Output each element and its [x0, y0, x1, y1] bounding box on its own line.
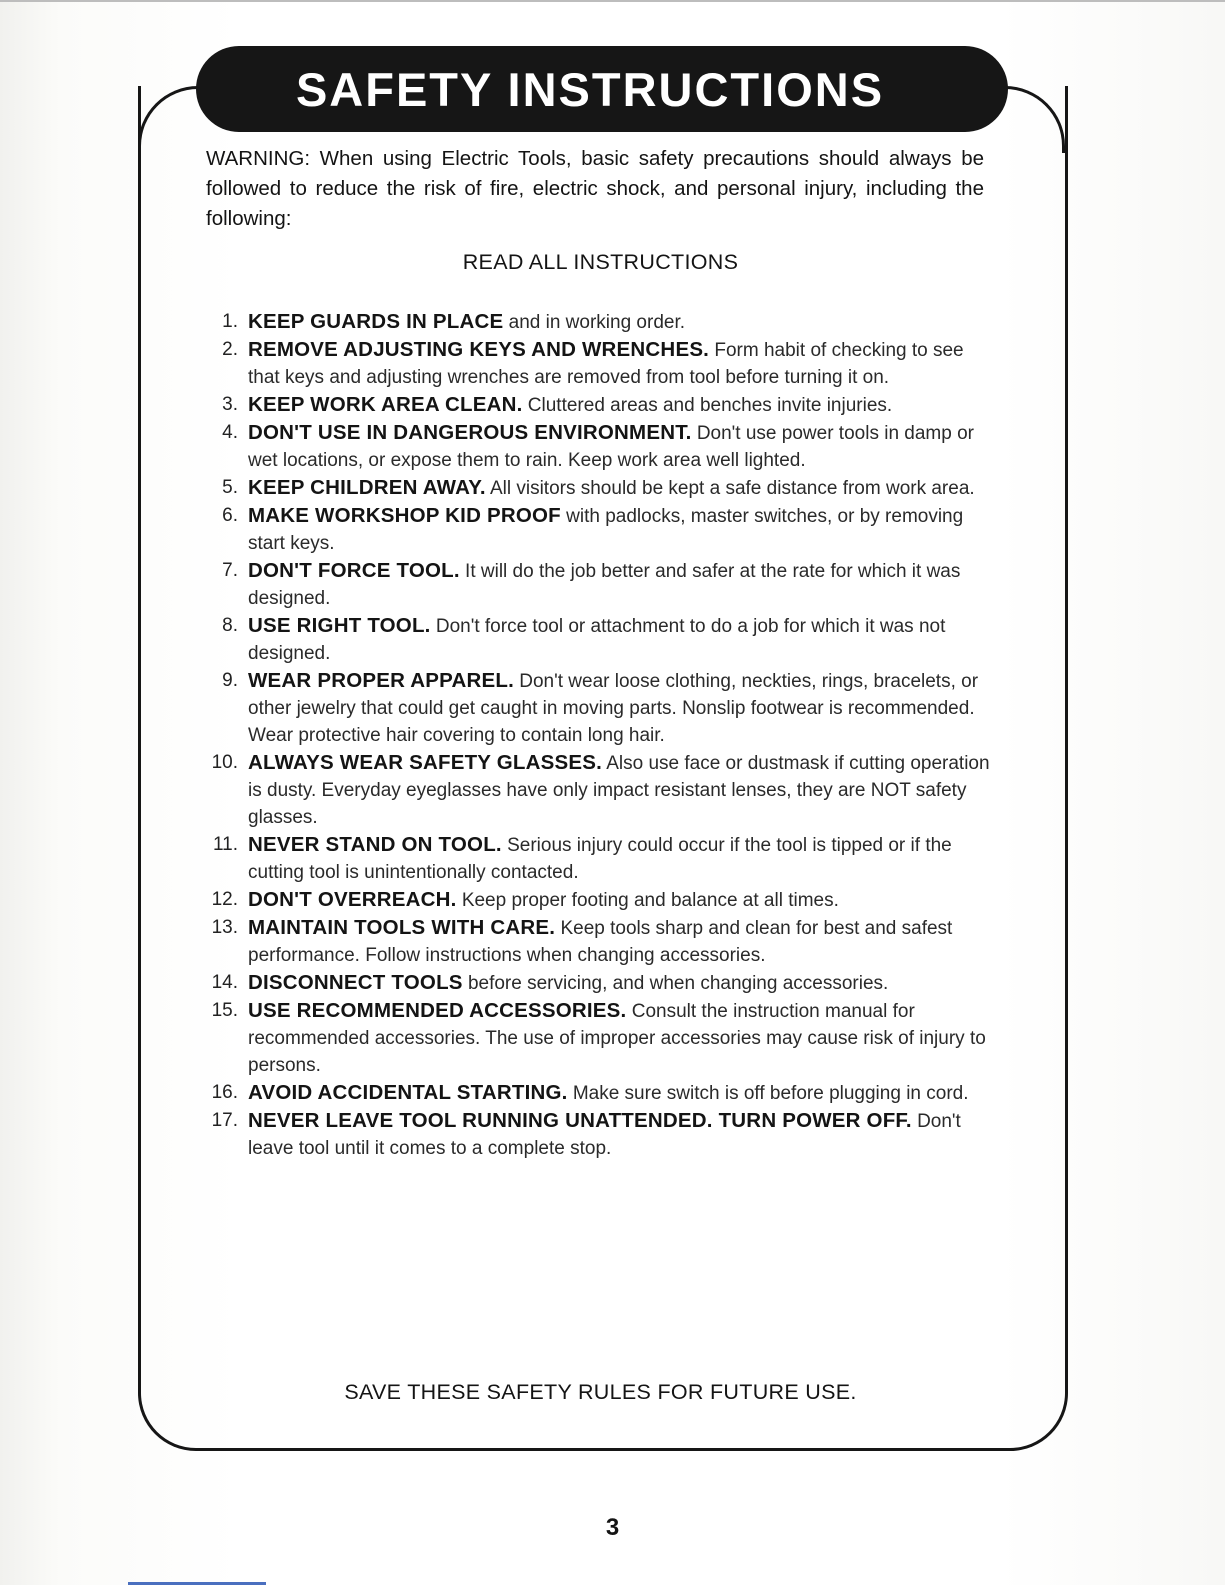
- rule-number: 16.: [211, 1082, 238, 1103]
- rule-text: Don't use power tools in damp or wet locations, or expose them to rain. Keep work area well lighted.: [248, 423, 974, 471]
- rule-heading: DON'T FORCE TOOL.: [248, 559, 460, 582]
- rule-heading: MAINTAIN TOOLS WITH CARE.: [248, 916, 556, 939]
- rule-heading: KEEP GUARDS IN PLACE: [248, 310, 504, 333]
- rule-text: with padlocks, master switches, or by removing start keys.: [248, 506, 964, 554]
- rule-number: 1.: [222, 311, 238, 332]
- rule-item: [196, 886, 990, 914]
- rule-number: 10.: [211, 752, 238, 773]
- rule-heading: NEVER LEAVE TOOL RUNNING UNATTENDED. TURN POWER OFF.: [248, 1109, 912, 1132]
- rule-item: [196, 1079, 990, 1107]
- warning-paragraph: WARNING: When using Electric Tools, basic safety precautions should always be followed to reduce the risk of fire, electric shock, and personal injury, including the following:: [206, 147, 984, 230]
- rule-heading: KEEP WORK AREA CLEAN.: [248, 393, 523, 416]
- rule-number: 11.: [212, 834, 238, 855]
- rule-text: All visitors should be kept a safe distance from work area.: [489, 478, 975, 499]
- rule-number: 13.: [211, 917, 238, 938]
- rule-item: [196, 308, 990, 336]
- rule-item: [196, 474, 990, 502]
- rule-text: Also use face or dustmask if cutting operation is dusty. Everyday eyeglasses have only impact resistant lenses, they are NOT safety glasses.: [248, 753, 990, 828]
- rule-item: [196, 557, 990, 612]
- rule-text: before servicing, and when changing accessories.: [467, 973, 889, 994]
- rule-heading: DON'T USE IN DANGEROUS ENVIRONMENT.: [248, 421, 692, 444]
- rule-number: 14.: [211, 972, 238, 993]
- rule-number: 3.: [222, 394, 238, 415]
- read-all-instructions: READ ALL INSTRUCTIONS: [462, 250, 739, 274]
- rule-heading: WEAR PROPER APPAREL.: [248, 669, 514, 692]
- rule-text: Don't force tool or attachment to do a job for which it was not designed.: [248, 616, 946, 664]
- top-edge-line: [0, 0, 1225, 2]
- rule-item: [196, 391, 990, 419]
- rule-number: 2.: [222, 339, 238, 360]
- rule-number: 4.: [222, 422, 238, 443]
- rule-heading: REMOVE ADJUSTING KEYS AND WRENCHES.: [248, 338, 710, 361]
- rule-heading: DON'T OVERREACH.: [248, 888, 457, 911]
- rule-heading: NEVER STAND ON TOOL.: [248, 833, 502, 856]
- rule-heading: ALWAYS WEAR SAFETY GLASSES.: [248, 751, 602, 774]
- rule-item: [196, 831, 990, 886]
- rule-number: 17.: [211, 1110, 238, 1131]
- rule-text: It will do the job better and safer at the rate for which it was designed.: [248, 561, 961, 609]
- rule-item: [196, 667, 990, 749]
- rule-item: [196, 749, 990, 831]
- rule-item: [196, 997, 990, 1079]
- rule-number: 5.: [222, 477, 238, 498]
- rule-text: Keep proper footing and balance at all times.: [461, 890, 839, 911]
- rule-number: 15.: [211, 1000, 238, 1021]
- rule-number: 8.: [222, 615, 238, 636]
- save-rules-footer: SAVE THESE SAFETY RULES FOR FUTURE USE.: [344, 1380, 857, 1404]
- rule-heading: DISCONNECT TOOLS: [248, 971, 463, 994]
- rule-item: [196, 612, 990, 667]
- page-title: SAFETY INSTRUCTIONS: [295, 62, 885, 116]
- rule-text: Cluttered areas and benches invite injuries.: [527, 395, 893, 416]
- rule-heading: KEEP CHILDREN AWAY.: [248, 476, 486, 499]
- rule-item: [196, 502, 990, 557]
- rule-text: Consult the instruction manual for recommended accessories. The use of improper accessories may cause risk of injury to persons.: [248, 1001, 986, 1076]
- rule-text: Serious injury could occur if the tool is tipped or if the cutting tool is unintentionally contacted.: [248, 835, 952, 883]
- rule-number: 9.: [222, 670, 238, 691]
- rule-number: 12.: [211, 889, 238, 910]
- rule-number: 7.: [222, 560, 238, 581]
- rule-heading: AVOID ACCIDENTAL STARTING.: [248, 1081, 568, 1104]
- rule-heading: MAKE WORKSHOP KID PROOF: [248, 504, 561, 527]
- rule-item: [196, 914, 990, 969]
- rule-number: 6.: [222, 505, 238, 526]
- rule-text: and in working order.: [508, 312, 686, 333]
- rule-item: [196, 419, 990, 474]
- rule-item: [196, 969, 990, 997]
- rule-item: [196, 1107, 990, 1162]
- rule-text: Don't leave tool until it comes to a complete stop.: [248, 1111, 961, 1159]
- rule-heading: USE RECOMMENDED ACCESSORIES.: [248, 999, 627, 1022]
- rule-text: Form habit of checking to see that keys and adjusting wrenches are removed from tool before turning it on.: [248, 340, 964, 388]
- rule-text: Don't wear loose clothing, neckties, rings, bracelets, or other jewelry that could get caught in moving parts. Nonslip footwear is recommended. Wear protective hair covering to contain long hair.: [248, 671, 979, 746]
- page-number: 3: [605, 1514, 620, 1541]
- title-banner: [196, 46, 1008, 132]
- rule-heading: USE RIGHT TOOL.: [248, 614, 431, 637]
- rule-text: Keep tools sharp and clean for best and safest performance. Follow instructions when changing accessories.: [248, 918, 953, 966]
- rules-list: [196, 308, 990, 1162]
- rule-item: [196, 336, 990, 391]
- rule-text: Make sure switch is off before plugging in cord.: [572, 1083, 969, 1104]
